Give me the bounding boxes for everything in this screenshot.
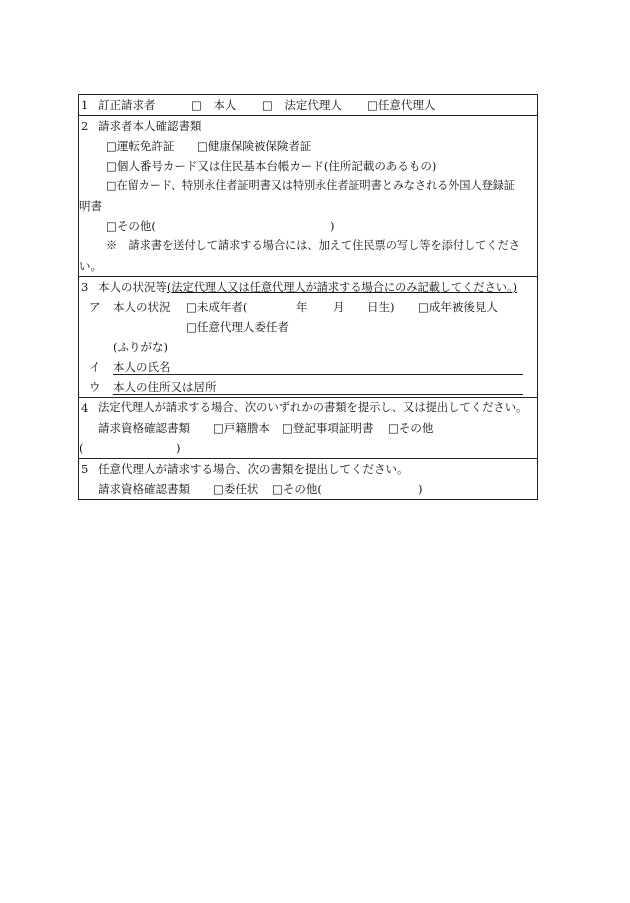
section-identity-docs xyxy=(79,116,537,277)
legal-other-close: ) xyxy=(176,441,181,455)
checkbox-my-number-card[interactable]: □個人番号カード又は住民基本台帳カード(住所記載のあるもの) xyxy=(106,159,437,173)
checkbox-health-insurance[interactable]: □健康保険被保険者証 xyxy=(197,139,312,153)
voluntary-other-close: ) xyxy=(418,482,423,496)
principal-name-label: 本人の氏名 xyxy=(113,360,171,374)
residence-card-continued: 明書 xyxy=(79,199,102,213)
section-requester xyxy=(79,95,537,116)
identity-other-close: ) xyxy=(330,219,335,233)
birth-year-label: 年 xyxy=(296,300,308,314)
identity-label: 請求者本人確認書類 xyxy=(98,119,202,133)
checkbox-voluntary-other[interactable]: □その他( xyxy=(272,482,322,496)
birth-month-label: 月 xyxy=(333,300,345,314)
furigana-label: (ふりがな) xyxy=(113,340,168,354)
legal-agent-docs-row xyxy=(79,418,537,438)
section-legal-agent-docs xyxy=(79,398,537,459)
section-number: 5 xyxy=(81,462,89,476)
checkbox-voluntary-consignor[interactable]: □任意代理人委任者 xyxy=(186,320,289,334)
mail-note-continued: い。 xyxy=(79,259,102,273)
voluntary-agent-heading xyxy=(79,459,537,479)
principal-name-row xyxy=(79,357,537,377)
checkbox-legal-agent[interactable]: □ 法定代理人 xyxy=(262,98,342,112)
status-row-a xyxy=(79,297,537,317)
item-mark-u: ウ xyxy=(89,380,101,394)
principal-status-label: 本人の状況 xyxy=(113,300,171,314)
checkbox-family-register[interactable]: □戸籍謄本 xyxy=(213,421,270,435)
furigana-row xyxy=(79,337,537,357)
section-principal-status xyxy=(79,277,537,398)
requester-row xyxy=(79,95,537,115)
checkbox-registry-certificate[interactable]: □登記事項証明書 xyxy=(282,421,374,435)
checkbox-power-of-attorney[interactable]: □委任状 xyxy=(213,482,259,496)
checkbox-identity-other[interactable]: □その他( xyxy=(106,219,156,233)
section-voluntary-agent-docs xyxy=(79,459,537,499)
principal-address-field[interactable] xyxy=(113,394,523,395)
principal-address-label: 本人の住所又は居所 xyxy=(113,380,217,394)
principal-address-row xyxy=(79,377,537,397)
request-form xyxy=(78,94,538,500)
item-mark-i: イ xyxy=(89,360,101,374)
voluntary-qualification-label: 請求資格確認書類 xyxy=(98,482,190,496)
identity-row-3-cont xyxy=(79,196,537,216)
requester-label: 訂正請求者 xyxy=(98,98,156,112)
identity-note-row xyxy=(79,236,537,256)
legal-agent-instruction: 法定代理人が請求する場合、次のいずれかの書類を提示し、又は提出してください。 xyxy=(98,401,528,414)
mail-note: ※ 請求書を送付して請求する場合には、加えて住民票の写し等を添付してくださ xyxy=(106,239,520,252)
birth-day-label: 日生) xyxy=(367,300,395,314)
checkbox-adult-ward[interactable]: □成年被後見人 xyxy=(418,300,498,314)
legal-agent-heading xyxy=(79,398,537,418)
checkbox-minor[interactable]: □未成年者( xyxy=(186,300,248,314)
status-heading xyxy=(79,277,537,297)
legal-other-row xyxy=(79,438,537,458)
section-number: 3 xyxy=(81,280,89,294)
status-label-text: 本人の状況等 xyxy=(98,280,167,294)
identity-heading xyxy=(79,116,537,136)
legal-qualification-label: 請求資格確認書類 xyxy=(98,421,190,435)
identity-row-2 xyxy=(79,156,537,176)
checkbox-voluntary-agent[interactable]: □任意代理人 xyxy=(367,98,436,112)
checkbox-self[interactable]: □ 本人 xyxy=(191,98,237,112)
principal-name-field[interactable] xyxy=(113,374,523,375)
voluntary-agent-instruction: 任意代理人が請求する場合、次の書類を提出してください。 xyxy=(98,462,409,476)
section-number: 2 xyxy=(81,119,89,133)
checkbox-legal-other[interactable]: □その他 xyxy=(388,421,434,435)
identity-note-row-cont xyxy=(79,256,537,276)
status-row-a2 xyxy=(79,317,537,337)
checkbox-residence-card[interactable]: □在留カード、特別永住者証明書又は特別永住者証明書とみなされる外国人登録証 xyxy=(106,179,515,192)
checkbox-drivers-license[interactable]: □運転免許証 xyxy=(106,139,175,153)
section-number: 4 xyxy=(81,401,89,415)
identity-row-3 xyxy=(79,176,537,196)
section-number: 1 xyxy=(81,98,89,112)
voluntary-agent-docs-row xyxy=(79,479,537,499)
status-label xyxy=(98,277,517,298)
legal-other-open: ( xyxy=(79,441,84,455)
item-mark-a: ア xyxy=(89,300,101,314)
status-label-note: (法定代理人又は任意代理人が請求する場合にのみ記載してください。) xyxy=(167,281,517,294)
identity-row-1 xyxy=(79,136,537,156)
identity-row-4 xyxy=(79,216,537,236)
